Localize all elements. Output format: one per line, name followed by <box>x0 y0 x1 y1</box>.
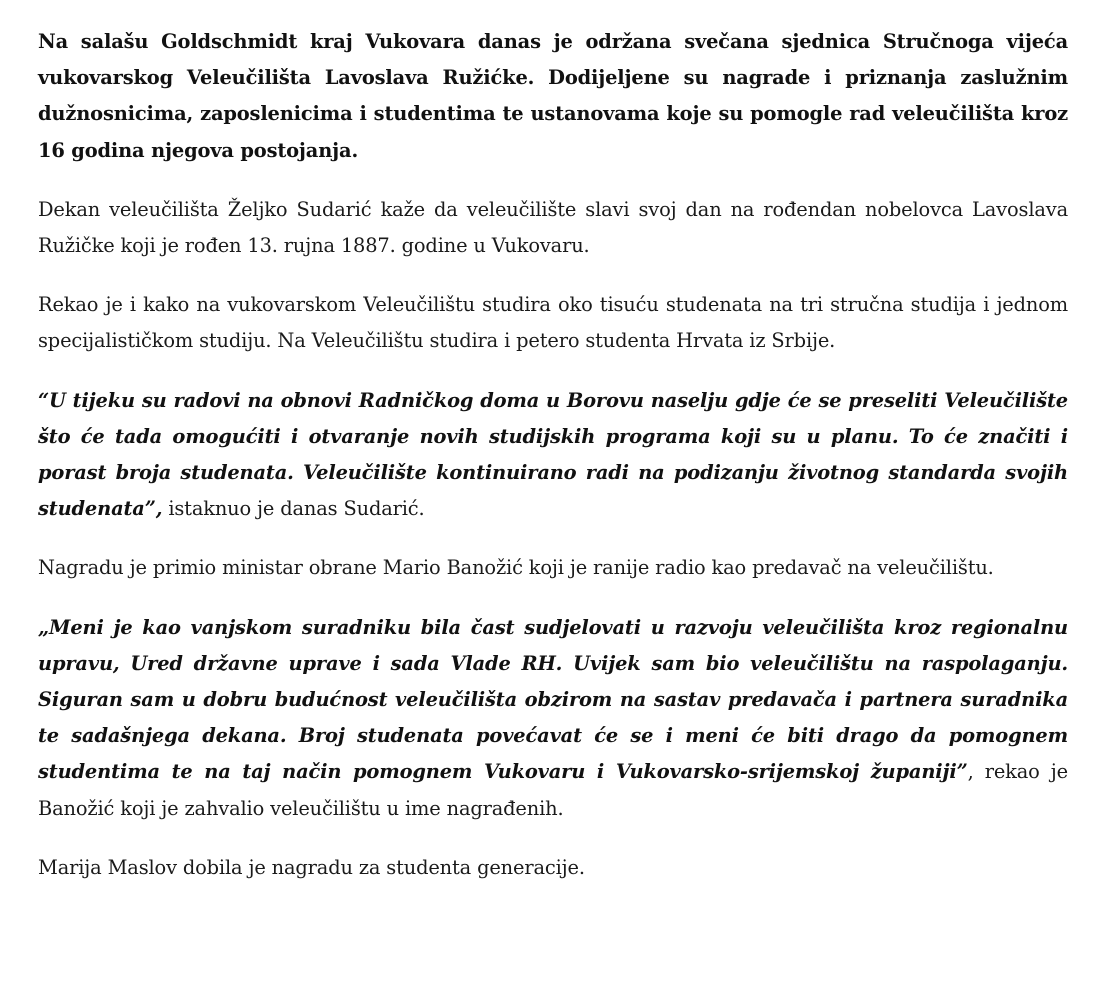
paragraph-dekan: Dekan veleučilišta Željko Sudarić kaže da veleučilište slavi svoj dan na rođendan nobelovca Lavoslava Ružičke koji je rođen 13. rujna 1887. godine u Vukovaru. <box>38 197 1068 258</box>
article-body <box>38 24 1068 909</box>
quote-paragraph-banozic <box>38 610 1068 827</box>
quote-paragraph-sudaric <box>38 383 1068 528</box>
quote-attribution-banozic: , rekao je Banožić koji je zahvalio veleučilištu u ime nagrađenih. <box>38 760 1068 820</box>
paragraph-studenti: Rekao je i kako na vukovarskom Veleučilištu studira oko tisuću studenata na tri stručna studija i jednom specijalističkom studiju. Na Veleučilištu studira i petero studenta Hrvata iz Srbije. <box>38 293 1068 353</box>
quote-attribution-sudaric: istaknuo je danas Sudarić. <box>162 497 425 521</box>
quote-sudaric: “U tijeku su radovi na obnovi Radničkog doma u Borovu naselju gdje će se preseliti Veleučilište što će tada omogućiti i otvaranje novih studijskih programa koji su u planu. To će značiti i porast broja studenata. Veleučilište kontinuirano radi na podizanju životnog standarda svojih studenata”, <box>38 388 1068 521</box>
article-lead: Na salašu Goldschmidt kraj Vukovara danas je održana svečana sjednica Stručnoga vijeća vukovarskog Veleučilišta Lavoslava Ružićke. Dodijeljene su nagrade i priznanja zaslužnim dužnosnicima, zaposlenicima i studentima te ustanovama koje su pomogle rad veleučilišta kroz 16 godina njegova postojanja. <box>38 30 1068 162</box>
quote-banozic: „Meni je kao vanjskom suradniku bila čast sudjelovati u razvoju veleučilišta kroz regionalnu upravu, Ured državne uprave i sada Vlade RH. Uvijek sam bio veleučilištu na raspolaganju. Siguran sam u dobru budućnost veleučilišta obzirom na sastav predavača i partnera suradnika te sadašnjega dekana. Broj studenata povećavat će se i meni će biti drago da pomognem studentima te na taj način pomognem Vukovaru i Vukovarsko-srijemskoj županiji” <box>38 615 1068 784</box>
paragraph-maslov: Marija Maslov dobila je nagradu za studenta generacije. <box>38 855 585 879</box>
paragraph-nagrada: Nagradu je primio ministar obrane Mario Banožić koji je ranije radio kao predavač na veleučilištu. <box>38 556 994 580</box>
